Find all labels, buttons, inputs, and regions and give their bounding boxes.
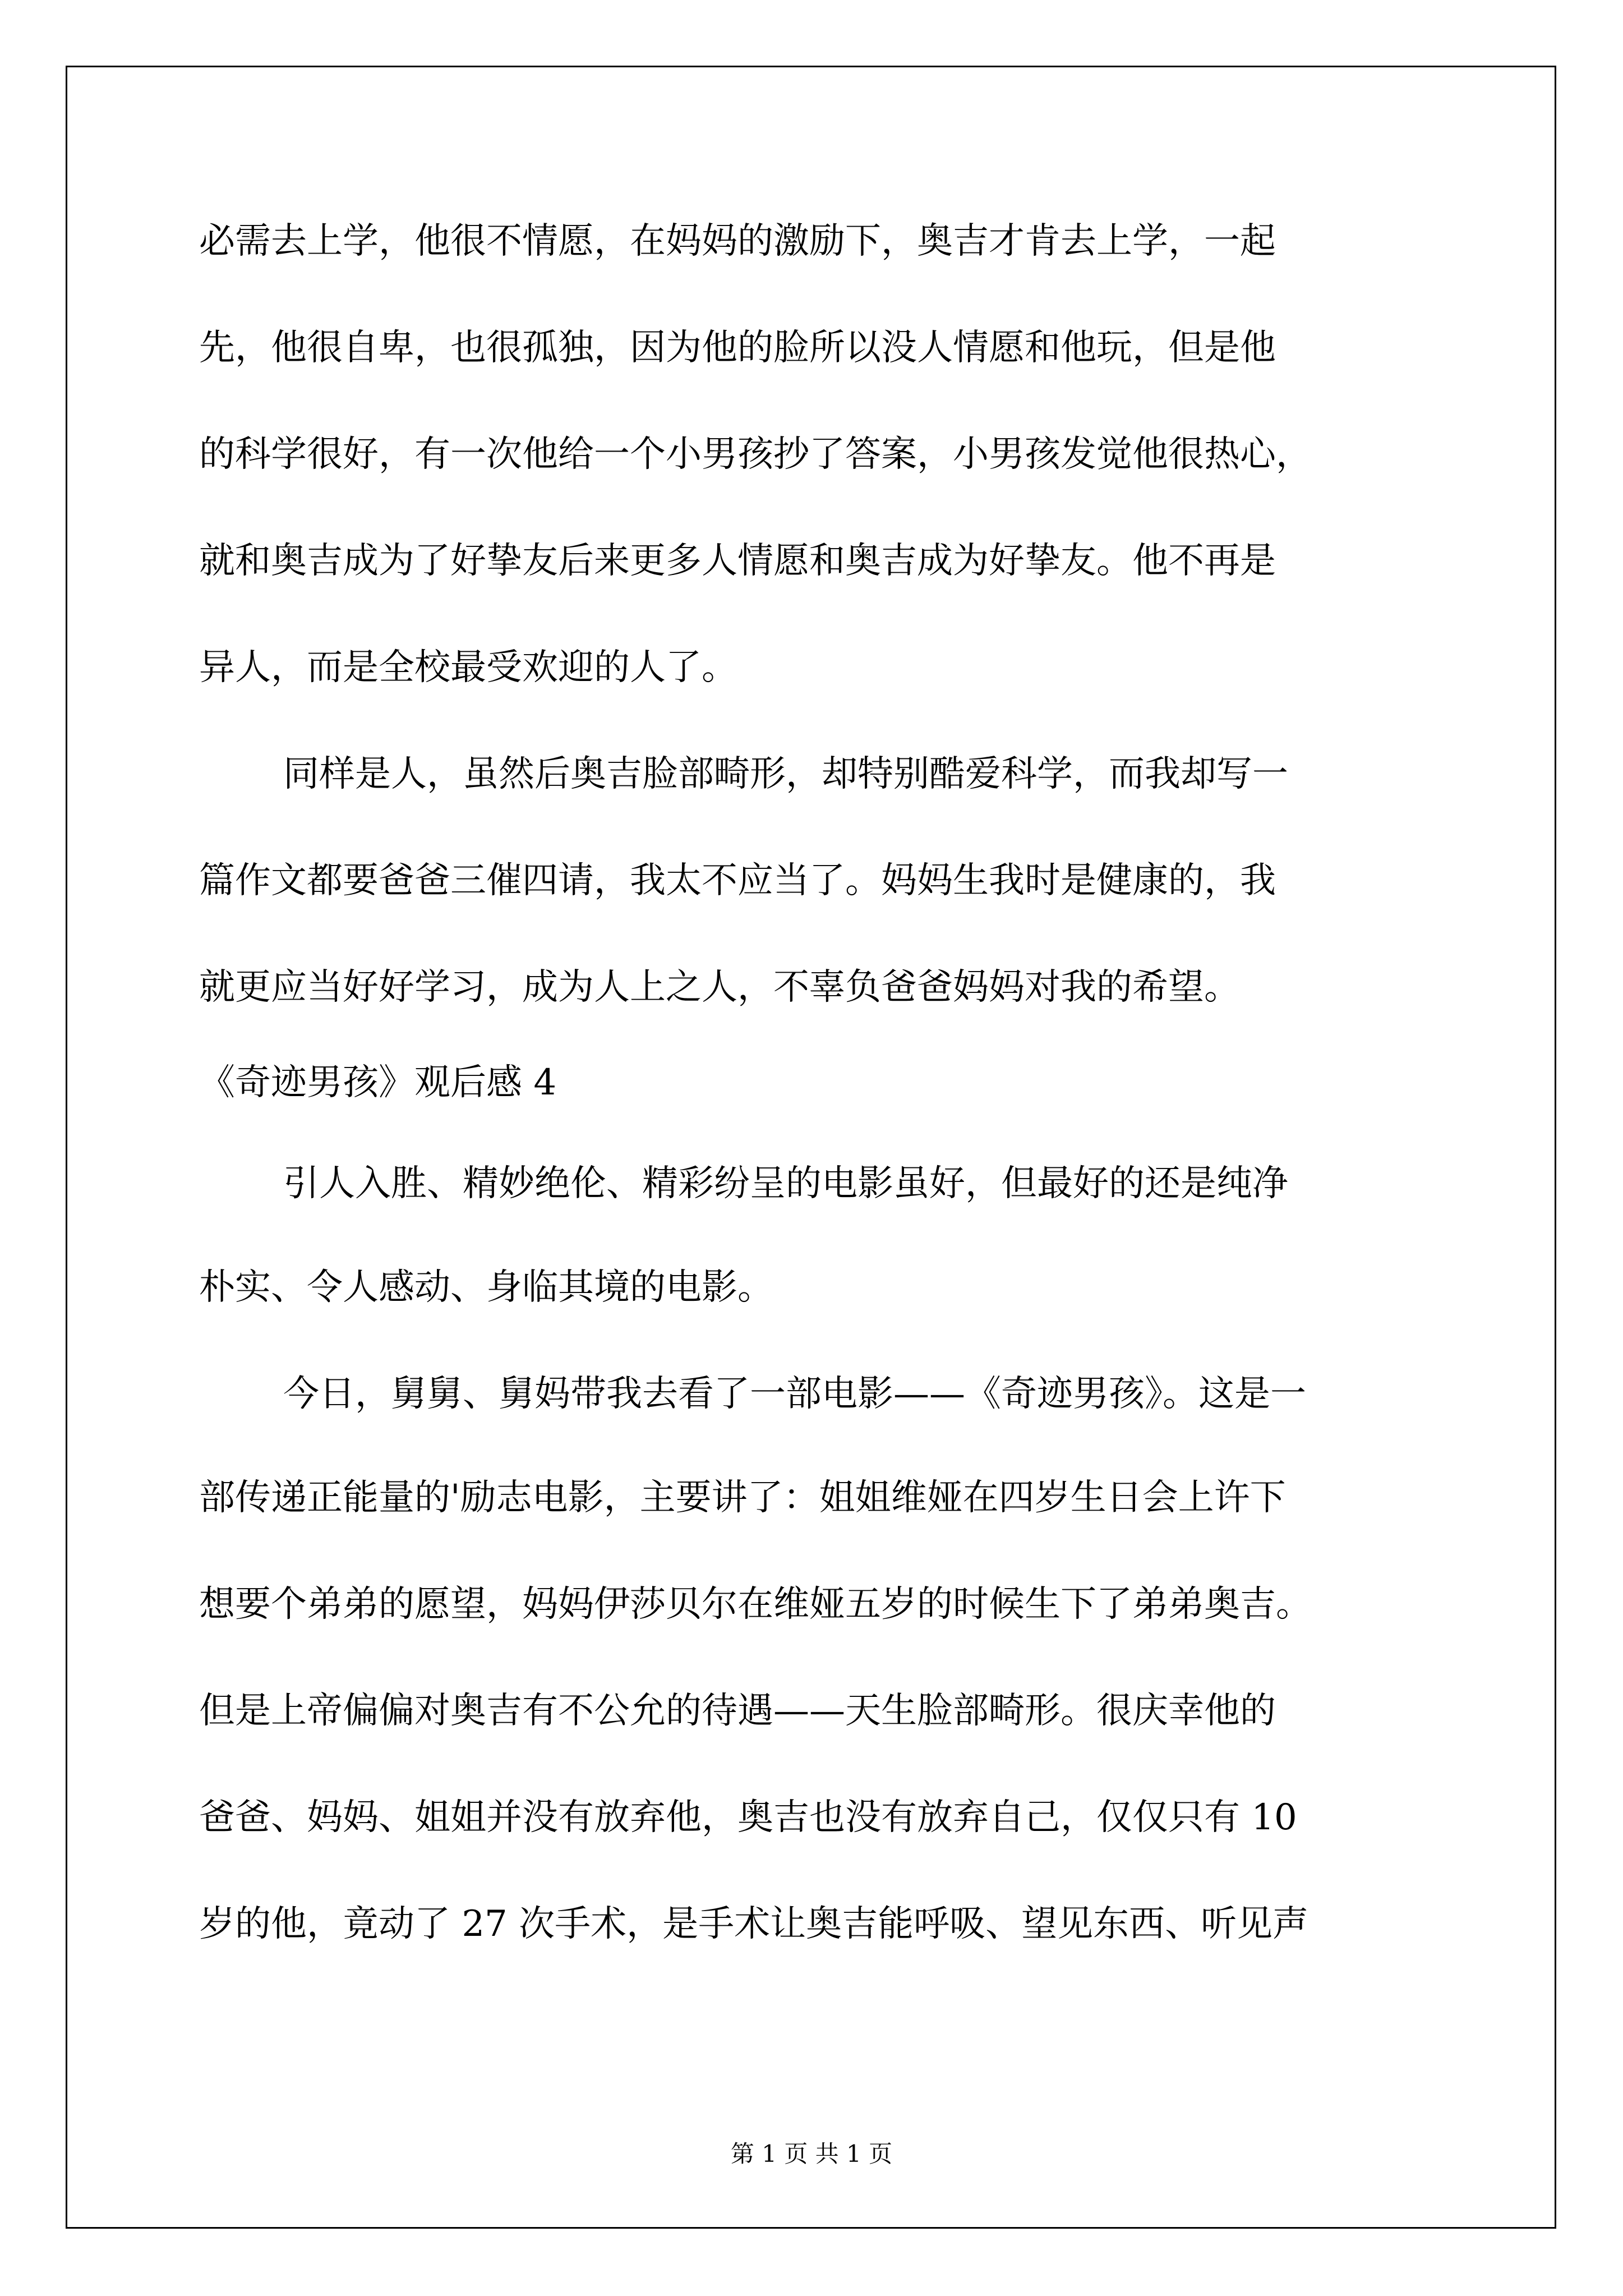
page-footer: 第 1 页 共 1 页 [730,2140,893,2168]
paragraph-line: 篇作文都要爸爸三催四请，我太不应当了。妈妈生我时是健康的，我 [199,860,1276,901]
paragraph-line: 爸爸、妈妈、姐姐并没有放弃他，奥吉也没有放弃自己，仅仅只有 10 [199,1797,1297,1838]
paragraph-line: 朴实、令人感动、身临其境的电影。 [199,1267,773,1308]
paragraph-line: 异人，而是全校最受欢迎的人了。 [199,647,737,688]
paragraph-line: 同样是人，虽然后奥吉脸部畸形，却特别酷爱科学，而我却写一 [283,753,1288,795]
paragraph-line: 岁的他，竟动了 27 次手术，是手术让奥吉能呼吸、望见东西、听见声 [199,1903,1309,1945]
paragraph-line: 想要个弟弟的愿望，妈妈伊莎贝尔在维娅五岁的时候生下了弟弟奥吉。 [199,1584,1312,1625]
paragraph-line: 引人入胜、精妙绝伦、精彩纷呈的电影虽好，但最好的还是纯净 [283,1163,1288,1204]
section-heading: 《奇迹男孩》观后感 4 [199,1062,557,1103]
paragraph-line: 就更应当好好学习，成为人上之人，不辜负爸爸妈妈对我的希望。 [199,967,1240,1008]
paragraph-line: 部传递正能量的'励志电影，主要讲了：姐姐维娅在四岁生日会上许下 [199,1477,1286,1519]
paragraph-line: 但是上帝偏偏对奥吉有不公允的待遇——天生脸部畸形。很庆幸他的 [199,1690,1276,1732]
paragraph-line: 必需去上学，他很不情愿，在妈妈的激励下，奥吉才肯去上学，一起 [199,220,1276,262]
paragraph-line: 先，他很自卑，也很孤独，因为他的脸所以没人情愿和他玩，但是他 [199,327,1276,369]
paragraph-line: 的科学很好，有一次他给一个小男孩抄了答案，小男孩发觉他很热心， [199,434,1312,475]
paragraph-line: 今日，舅舅、舅妈带我去看了一部电影——《奇迹男孩》。这是一 [283,1373,1306,1415]
paragraph-line: 就和奥吉成为了好挚友后来更多人情愿和奥吉成为好挚友。他不再是 [199,540,1276,582]
